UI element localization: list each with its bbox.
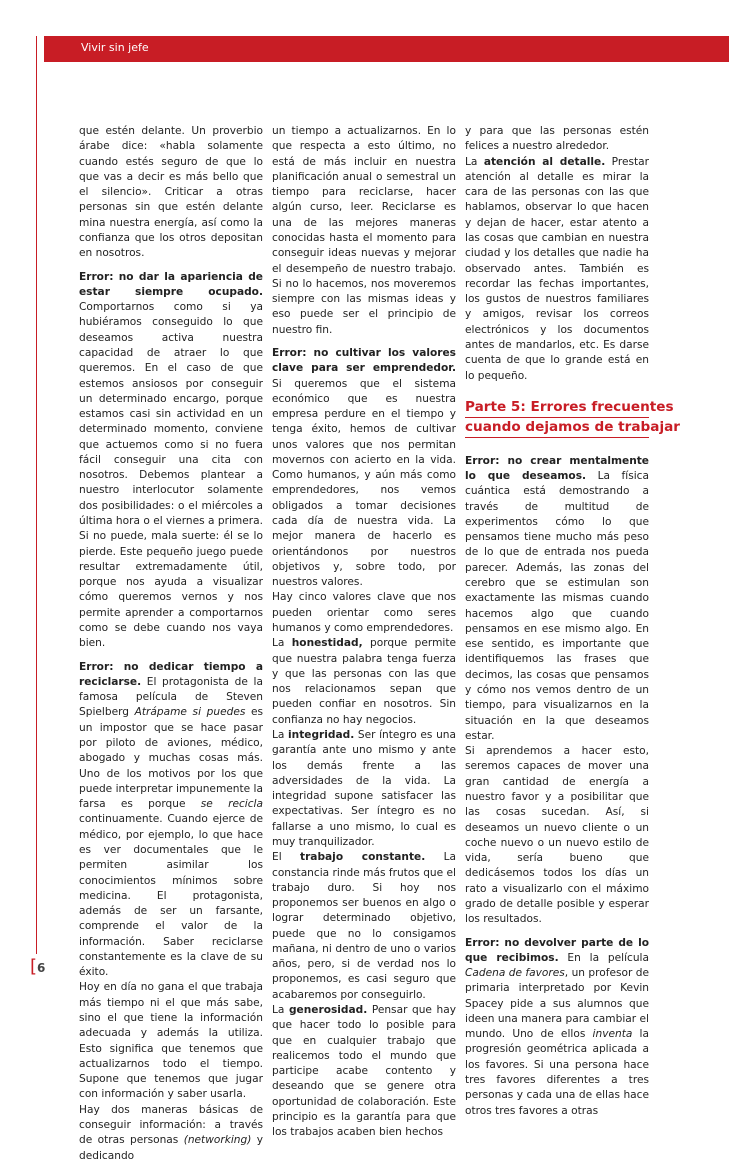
error-paragraph bbox=[79, 660, 263, 981]
page-number-value: 6 bbox=[37, 961, 46, 975]
value-paragraph bbox=[272, 1003, 456, 1141]
value-lead: La bbox=[465, 155, 484, 168]
emphasis: (networking) bbox=[183, 1134, 252, 1147]
value-text: Ser íntegro es una garantía ante uno mismo y ante los demás frente a las adversidades de la vida. La integridad supone satisfacer las expectativas. Ser íntegro es no fallarse a uno mismo, lo cual es muy tranquilizador. bbox=[272, 728, 456, 848]
value-paragraph bbox=[272, 636, 456, 728]
error-paragraph bbox=[272, 346, 456, 591]
film-title: Cadena de favores bbox=[465, 967, 565, 980]
error-text: , un profesor de primaria interpretado por Kevin Spacey pide a sus alumnos que ideen una manera para cambiar el mundo. Uno de ellos bbox=[465, 967, 649, 1041]
paragraph: que estén delante. Un proverbio árabe dice: «habla solamente cuando estés seguro de que lo que vas a decir es más bello que el silencio». Criticar a otras personas sin que estén delante mina nuestra energía, así como la confianza que los otros depositan en nosotros. bbox=[79, 125, 263, 260]
page-number: [6 bbox=[30, 956, 46, 977]
text-column-1 bbox=[79, 124, 263, 1164]
error-text: la progresión geométrica aplicada a los favores. Si una persona hace tres favores diferentes a tres personas y cada una de ellas hace otros tres favores a otras bbox=[465, 1028, 649, 1117]
error-paragraph bbox=[465, 454, 649, 744]
section-heading-line-1: Parte 5: Errores frecuentes bbox=[465, 398, 649, 418]
value-paragraph bbox=[272, 728, 456, 850]
value-lead: La bbox=[272, 728, 289, 741]
error-text: Si queremos que el sistema económico que es nuestra empresa perdure en el tiempo y tenga éxito, hemos de cultivar unos valores que nos permitan movernos con acierto en la vida. Como humanos, y aún más como emprendedores, nos vemos obligados a tomar decisiones cada día de nuestra vida. La mejor manera de hacerlo es orientándonos por nuestros objetivos y, sobre todo, por nuestros valores. bbox=[272, 377, 456, 589]
error-title: Error: no dar la apariencia de estar siempre ocupado. bbox=[79, 270, 263, 298]
error-text: es un impostor que se hace pasar por piloto de aviones, médico, abogado y muchas cosas más. Uno de los motivos por los que puede interpretar impunemente la farsa es porque bbox=[79, 706, 264, 811]
emphasis: se recicla bbox=[200, 798, 263, 811]
error-text: continuamente. Cuando ejerce de médico, por ejemplo, lo que hace es ver documentales que le permiten asimilar los conocimientos mínimos sobre medicina. El protagonista, además de ser un farsante, comprende el valor de la información. Saber reciclarse constantemente es la clave de su éxito. bbox=[79, 813, 263, 979]
value-text: porque permite que nuestra palabra tenga fuerza y que las personas con las que nos relacionamos sepan que pueden confiar en nosotros. Sin confianza no hay negocios. bbox=[272, 637, 457, 726]
paragraph: un tiempo a actualizarnos. En lo que respecta a esto último, no está de más incluir en nuestra planificación anual o semestral un tiempo para reciclarse, hacer algún curso, leer. Reciclarse es una de las mejores maneras conocidas hasta el momento para conseguir ideas nuevas y mejorar el desempeño de nuestro trabajo. Si no lo hacemos, nos moveremos siempre con las mismas ideas y eso puede ser el principio de nuestro fin. bbox=[272, 125, 456, 336]
value-title: integridad. bbox=[288, 728, 355, 741]
running-header bbox=[44, 36, 729, 62]
error-paragraph bbox=[79, 270, 263, 652]
header-title: Vivir sin jefe bbox=[81, 41, 149, 54]
value-paragraph bbox=[272, 850, 456, 1003]
film-title: Atrápame si puedes bbox=[134, 706, 246, 719]
paragraph bbox=[79, 1103, 263, 1164]
error-title: Error: no crear mentalmente lo que deseamos. bbox=[465, 454, 649, 483]
error-text: En la película bbox=[558, 951, 649, 964]
section-heading bbox=[465, 398, 680, 438]
value-text: La constancia rinde más frutos que el trabajo duro. Si hoy nos proponemos ser buenos en algo o lograr determinado objetivo, puede que no lo consigamos mañana, ni dentro de uno o varios años, pero, si de verdad nos lo proponemos, es casi seguro que acabaremos por conseguirlo. bbox=[272, 851, 457, 1001]
value-paragraph bbox=[465, 155, 649, 384]
value-lead: El bbox=[272, 851, 301, 864]
value-title: trabajo constante. bbox=[300, 851, 426, 864]
error-title: Error: no cultivar los valores clave para ser emprendedor. bbox=[272, 346, 456, 375]
error-paragraph bbox=[465, 936, 649, 1119]
value-lead: La bbox=[272, 1004, 289, 1017]
value-lead: La bbox=[272, 637, 292, 650]
paragraph: y para que las personas estén felices a nuestro alrededor. bbox=[465, 125, 649, 153]
paragraph-text: Hay dos maneras básicas de conseguir información: a través de otras personas bbox=[79, 1103, 263, 1147]
paragraph: Hay cinco valores clave que nos pueden orientar como seres humanos y como emprendedores. bbox=[272, 591, 456, 634]
paragraph-text: y dedicando bbox=[79, 1134, 264, 1162]
value-title: honestidad, bbox=[291, 637, 363, 650]
error-title: Error: no devolver parte de lo que recibimos. bbox=[465, 936, 649, 964]
emphasis: inventa bbox=[592, 1028, 633, 1041]
paragraph: Si aprendemos a hacer esto, seremos capaces de mover una gran cantidad de energía a nuestro favor y a posibilitar que las cosas sucedan. Así, si deseamos un nuevo cliente o un coche nuevo o un nuevo estilo de vida, sería bueno que dedicásemos todos los días un rato a visualizarlo con el máximo grado de detalle posible y esperar los resultados. bbox=[465, 745, 649, 926]
section-heading-line-2: cuando dejamos de trabajar bbox=[465, 418, 649, 438]
value-text: Pensar que hay que hacer todo lo posible para que en cualquier trabajo que realicemos todo el mundo que participe acabe contento y deseando que se genere otra oportunidad de colaboración. Este principio es la garantía para que los trabajos acaben bien hechos bbox=[272, 1004, 456, 1139]
left-margin-rule bbox=[36, 36, 37, 954]
paragraph: Hoy en día no gana el que trabaja más tiempo ni el que más sabe, sino el que tiene la información adecuada y además la utiliza. Esto significa que tenemos que actualizarnos todo el tiempo. Supone que tenemos que jugar con información y saber usarla. bbox=[79, 981, 263, 1101]
error-text: Comportarnos como si ya hubiéramos conseguido lo que deseamos activa nuestra capacidad de atraer lo que queremos. En el caso de que estemos ansiosos por conseguir un determinado encargo, porque estamos casi sin actividad en un determinado momento, conviene que actuemos como si no fuera fácil conseguir una cita con nosotros. Debemos plantear a nuestro interlocutor solamente dos posibilidades: o el miércoles a última hora o el viernes a primera. Si no puede, mala suerte: él se lo pierde. Este pequeño juego puede resultar extremadamente útil, porque nos ayuda a visualizar cómo queremos vernos y nos permite aprender a comportarnos como se debe cuando nos vaya bien. bbox=[79, 301, 263, 650]
text-column-2 bbox=[272, 124, 456, 1141]
error-text: La física cuántica está demostrando a través de multitud de experimentos cómo lo que pensamos tiene mucho más peso de lo que de entrada nos pueda parecer. Además, las zonas del cerebro que se estimulan son exactamente las mismas cuando hacemos algo que cuando pensamos en ese mismo algo. En ese sentido, es importante que identifiquemos las frases que decimos, las cosas que pensamos y cómo nos vemos dentro de un tiempo, para visualizarnos en la situación en la que deseamos estar. bbox=[465, 470, 649, 742]
value-title: atención al detalle. bbox=[483, 155, 606, 168]
error-text: El protagonista de la famosa película de Steven Spielberg bbox=[79, 675, 263, 719]
value-title: generosidad. bbox=[288, 1004, 368, 1017]
value-text: Prestar atención al detalle es mirar la cara de las personas con las que hablamos, observar lo que hacen y dejan de hacer, estar atento a las cosas que cambian en nuestra ciudad y los detalles que nadie ha observado antes. También es recordar las fechas importantes, los gustos de nuestros familiares y amigos, revisar los correos electrónicos y los documentos antes de mandarlos, etc. Es darse cuenta de que lo grande está en lo pequeño. bbox=[465, 155, 650, 382]
text-column-3 bbox=[465, 124, 680, 1119]
error-title: Error: no dedicar tiempo a reciclarse. bbox=[79, 660, 263, 688]
